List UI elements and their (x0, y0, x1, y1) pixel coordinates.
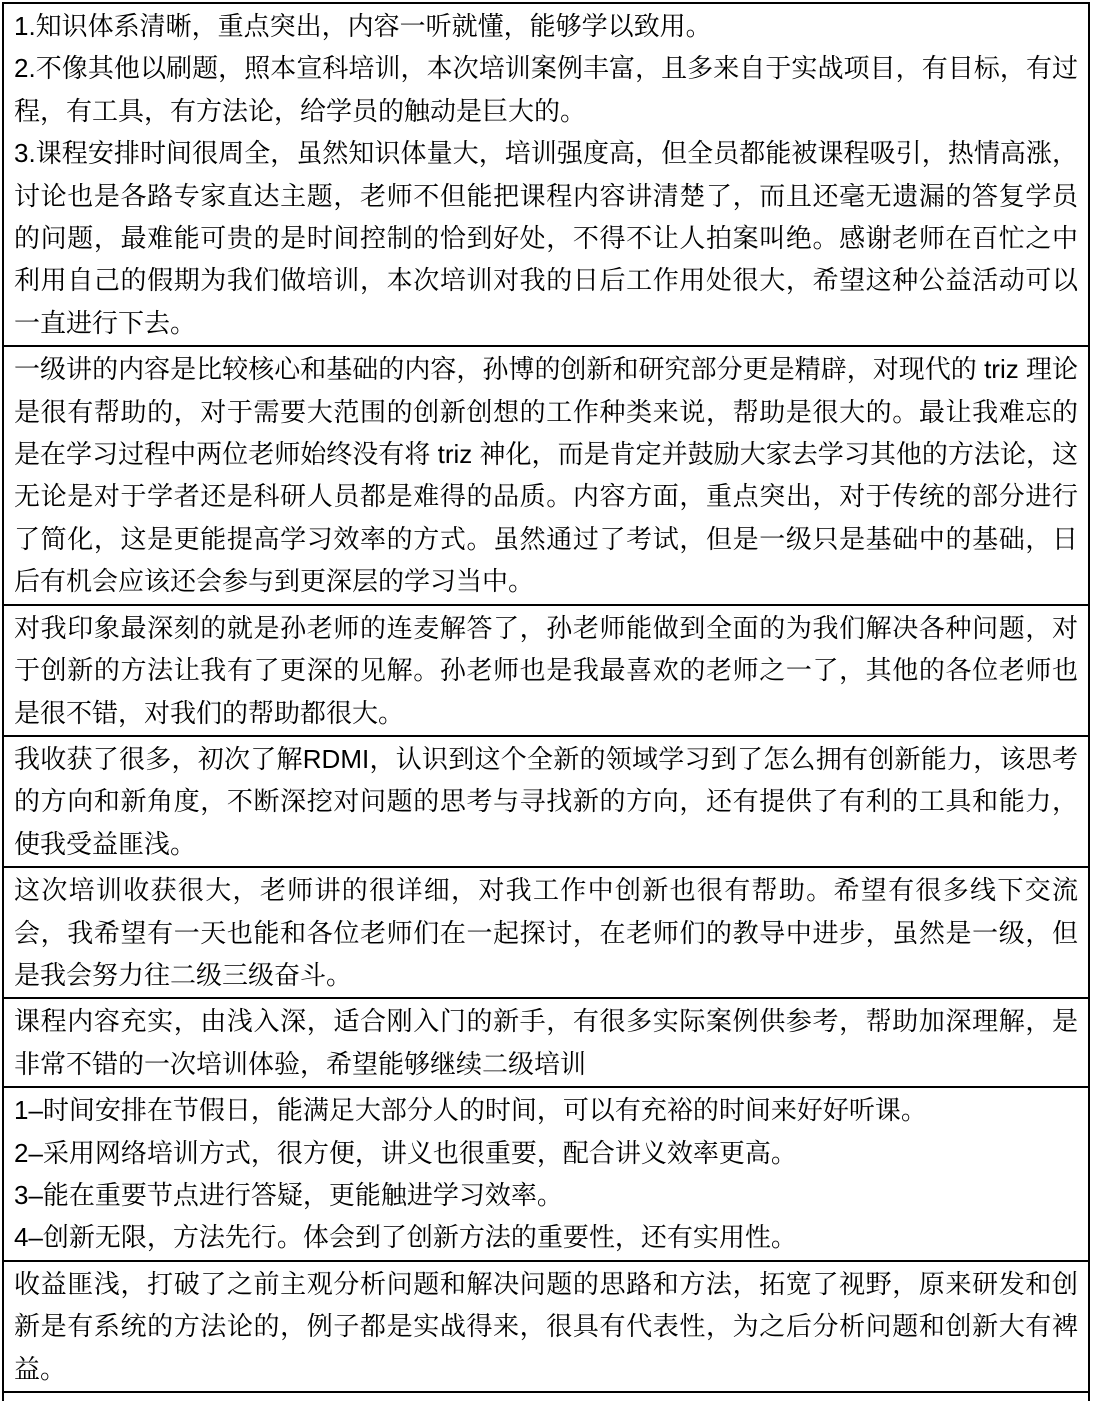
table-row (4, 1262, 1088, 1393)
feedback-paragraph: 3–能在重要节点进行答疑，更能触进学习效率。 (14, 1179, 563, 1210)
feedback-paragraph: 1–时间安排在节假日，能满足大部分人的时间，可以有充裕的时间来好好听课。 (14, 1095, 927, 1126)
table-row (4, 606, 1088, 737)
feedback-paragraph: 3.课程安排时间很周全，虽然知识体量大，培训强度高，但全员都能被课程吸引，热情高涨，讨论也是各路专家直达主题，老师不但能把课程内容讲清楚了，而且还毫无遗漏的答复学员的问题，最难能可贵的是时间控制的恰到好处，不得不让人拍案叫绝。感谢老师在百忙之中利用自己的假期为我们做培训，本次培训对我的日后工作用处很大，希望这种公益活动可以一直进行下去。 (14, 138, 1078, 338)
table-row (4, 868, 1088, 999)
feedback-table (2, 2, 1090, 1401)
feedback-paragraph: 对我印象最深刻的就是孙老师的连麦解答了，孙老师能做到全面的为我们解决各种问题，对于创新的方法让我有了更深的见解。孙老师也是我最喜欢的老师之一了，其他的各位老师也是很不错，对我们的帮助都很大。 (14, 612, 1078, 728)
feedback-paragraph: 收益匪浅，打破了之前主观分析问题和解决问题的思路和方法，拓宽了视野，原来研发和创新是有系统的方法论的，例子都是实战得来，很具有代表性，为之后分析问题和创新大有裨益。 (14, 1268, 1078, 1384)
feedback-paragraph: 1.知识体系清晰，重点突出，内容一听就懂，能够学以致用。 (14, 11, 712, 41)
table-row (4, 737, 1088, 868)
feedback-paragraph: 这次培训收获很大，老师讲的很详细，对我工作中创新也很有帮助。希望有很多线下交流会，我希望有一天也能和各位老师们在一起探讨，在老师们的教导中进步，虽然是一级，但是我会努力往二级三级奋斗。 (14, 875, 1078, 990)
feedback-paragraph: 2–采用网络培训方式，很方便，讲义也很重要，配合讲义效率更高。 (14, 1137, 797, 1168)
table-row-partial (4, 1393, 1088, 1401)
table-row (4, 347, 1088, 605)
feedback-paragraph: 我收获了很多，初次了解RDMI，认识到这个全新的领域学习到了怎么拥有创新能力，该思考的方向和新角度，不断深挖对问题的思考与寻找新的方向，还有提供了有利的工具和能力，使我受益匪浅。 (14, 743, 1078, 859)
feedback-paragraph: 一级讲的内容是比较核心和基础的内容，孙博的创新和研究部分更是精辟，对现代的 triz 理论是很有帮助的，对于需要大范围的创新创想的工作种类来说，帮助是很大的。最让我难忘的是在学习过程中两位老师始终没有将 triz 神化，而是肯定并鼓励大家去学习其他的方法论，这无论是对于学者还是科研人员都是难得的品质。内容方面，重点突出，对于传统的部分进行了简化，这是更能提高学习效率的方式。虽然通过了考试，但是一级只是基础中的基础，日后有机会应该还会参与到更深层的学习当中。 (14, 354, 1078, 597)
feedback-paragraph: 2.不像其他以刷题，照本宣科培训，本次培训案例丰富，且多来自于实战项目，有目标，有过程，有工具，有方法论，给学员的触动是巨大的。 (14, 53, 1078, 126)
feedback-paragraph: 课程内容充实，由浅入深，适合刚入门的新手，有很多实际案例供参考，帮助加深理解，是非常不错的一次培训体验，希望能够继续二级培训 (14, 1006, 1078, 1079)
table-row (4, 999, 1088, 1088)
table-row (4, 1088, 1088, 1262)
feedback-paragraph: 4–创新无限，方法先行。体会到了创新方法的重要性，还有实用性。 (14, 1222, 797, 1253)
table-row (4, 4, 1088, 347)
